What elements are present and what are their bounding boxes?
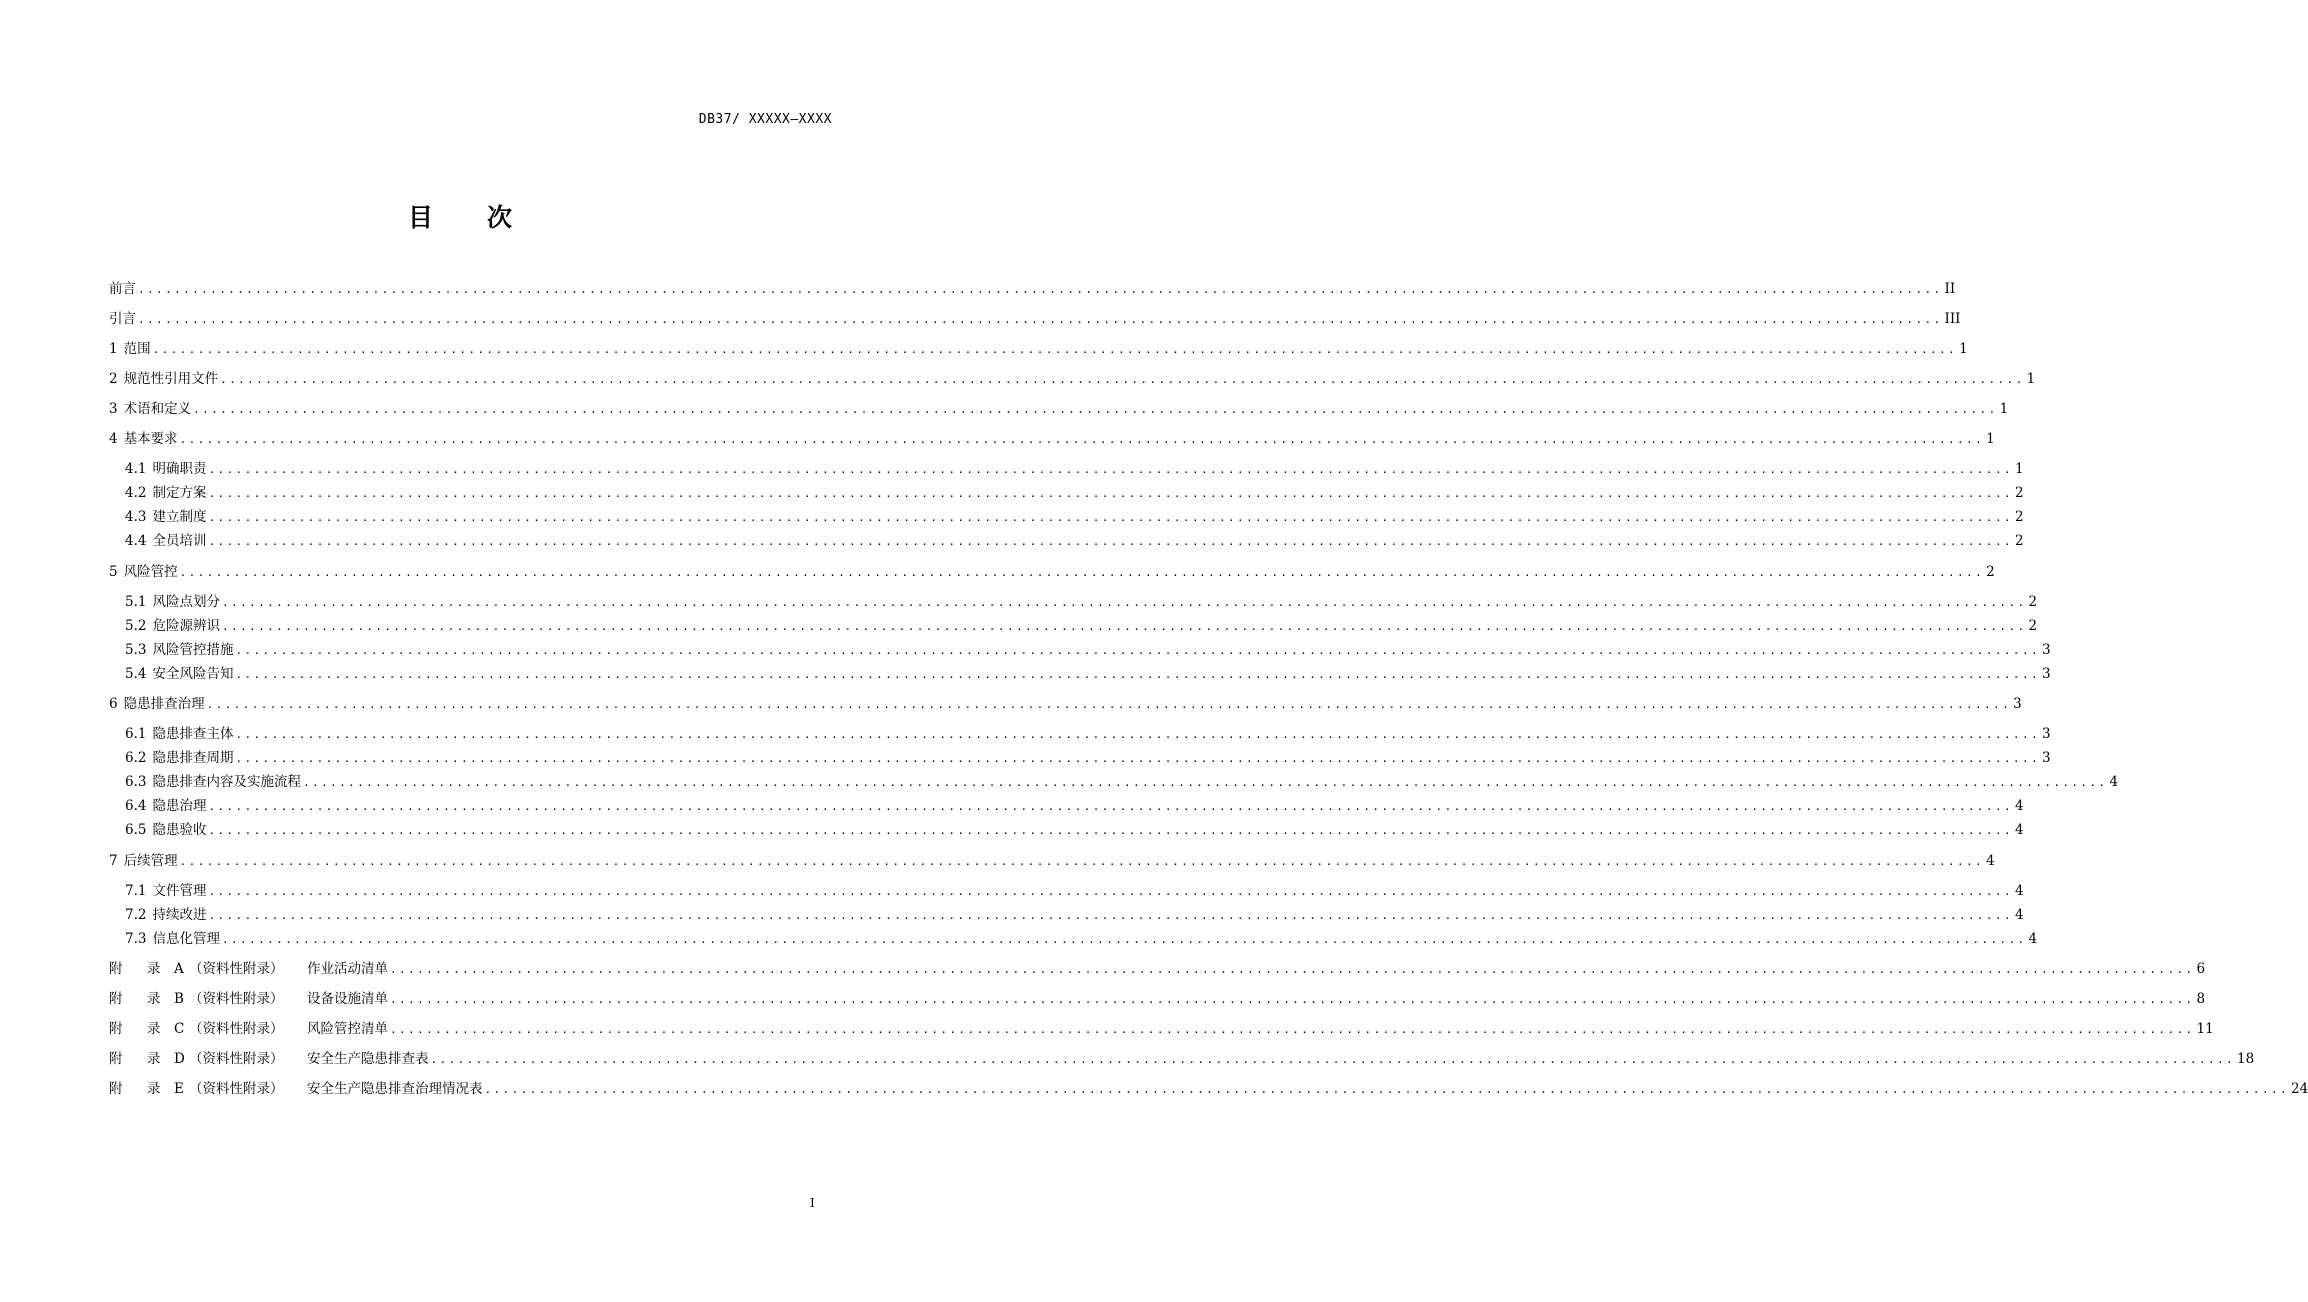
toc-entry-label bbox=[125, 748, 233, 768]
section-number: 4 bbox=[109, 431, 118, 447]
toc-page-number: 2 bbox=[1986, 564, 1995, 580]
toc-entry-label bbox=[109, 1019, 388, 1039]
leader-dots: ........................................................................................................................................................................................................ bbox=[235, 752, 2040, 765]
section-number: 7.3 bbox=[125, 931, 147, 947]
leader-dots: ........................................................................................................................................................................................................ bbox=[208, 535, 2013, 548]
toc-entry[interactable] bbox=[109, 309, 1961, 329]
section-title: 隐患排查主体 bbox=[152, 726, 234, 742]
toc-entry-label bbox=[109, 369, 218, 389]
page-number: I bbox=[810, 1196, 815, 1210]
toc-page-number: II bbox=[1944, 281, 1956, 297]
leader-dots: ........................................................................................................................................................................................................ bbox=[221, 933, 2027, 946]
section-title: 隐患排查治理 bbox=[123, 696, 205, 712]
toc-appendix-entry[interactable] bbox=[109, 959, 2206, 979]
toc-entry[interactable] bbox=[125, 820, 2024, 840]
toc-page-number: 3 bbox=[2042, 642, 2051, 658]
title-char-1: 目 bbox=[407, 203, 433, 232]
toc-page-number: 4 bbox=[2015, 822, 2024, 838]
appendix-letter: D bbox=[174, 1051, 185, 1067]
toc-page-number: 4 bbox=[2028, 931, 2038, 947]
toc-entry-label bbox=[109, 562, 178, 582]
toc-entry-label bbox=[125, 531, 206, 551]
document-code: DB37/ XXXXX—XXXX bbox=[698, 112, 832, 127]
appendix-kind: （资料性附录） bbox=[189, 991, 284, 1007]
appendix-heading bbox=[109, 1049, 307, 1069]
section-number: 4.3 bbox=[125, 509, 147, 525]
toc-entry[interactable] bbox=[109, 429, 1995, 449]
toc-entry[interactable] bbox=[125, 664, 2051, 684]
toc-page-number: 2 bbox=[2015, 533, 2024, 549]
toc-page-number: III bbox=[1944, 311, 1961, 327]
section-title: 隐患排查周期 bbox=[152, 750, 234, 766]
appendix-kind: （资料性附录） bbox=[189, 1051, 284, 1067]
appendix-letter: E bbox=[174, 1081, 184, 1097]
section-number: 6.5 bbox=[125, 822, 147, 838]
toc-entry-label bbox=[125, 483, 206, 503]
toc-page-number: 3 bbox=[2042, 750, 2051, 766]
section-number: 5.3 bbox=[125, 642, 147, 658]
toc-entry-label bbox=[109, 1049, 429, 1069]
appendix-title: 安全生产隐患排查表 bbox=[307, 1051, 429, 1067]
toc-entry-label bbox=[125, 905, 206, 925]
appendix-w2: 录 bbox=[147, 1021, 161, 1037]
appendix-w1: 附 bbox=[109, 1051, 123, 1067]
leader-dots: ........................................................................................................................................................................................................ bbox=[208, 511, 2013, 524]
toc-entry[interactable] bbox=[125, 881, 2024, 901]
toc-page-number: 2 bbox=[2015, 509, 2024, 525]
toc-entry-label bbox=[109, 339, 151, 359]
section-number: 4.4 bbox=[125, 533, 147, 549]
toc-page-number: 2 bbox=[2028, 618, 2038, 634]
toc-page-number: 4 bbox=[2015, 883, 2024, 899]
toc-page-number: 11 bbox=[2196, 1021, 2214, 1037]
toc-entry[interactable] bbox=[109, 279, 1956, 299]
toc-entry[interactable] bbox=[125, 531, 2024, 551]
toc-page-number: 3 bbox=[2013, 696, 2022, 712]
toc-appendix-entry[interactable] bbox=[109, 1079, 2308, 1099]
toc-entry[interactable] bbox=[109, 369, 2036, 389]
toc-page-number: 2 bbox=[2015, 485, 2024, 501]
toc-entry[interactable] bbox=[125, 905, 2024, 925]
section-number: 4.1 bbox=[125, 461, 147, 477]
section-title: 危险源辨识 bbox=[152, 618, 220, 634]
section-title: 规范性引用文件 bbox=[123, 371, 219, 387]
appendix-w2: 录 bbox=[147, 991, 161, 1007]
leader-dots: ........................................................................................................................................................................................................ bbox=[390, 963, 2195, 976]
section-number: 6.3 bbox=[125, 774, 147, 790]
toc-entry[interactable] bbox=[125, 592, 2038, 612]
section-number: 1 bbox=[109, 341, 118, 357]
appendix-heading bbox=[109, 1079, 307, 1099]
leader-dots: ........................................................................................................................................................................................................ bbox=[152, 343, 1958, 356]
toc-entry-label bbox=[109, 429, 178, 449]
section-number: 6 bbox=[109, 696, 118, 712]
section-title: 术语和定义 bbox=[123, 401, 192, 417]
toc-appendix-entry[interactable] bbox=[109, 989, 2206, 1009]
section-title: 风险点划分 bbox=[152, 594, 220, 610]
section-title: 隐患排查内容及实施流程 bbox=[152, 774, 301, 790]
toc-entry[interactable] bbox=[125, 483, 2024, 503]
toc-entry[interactable] bbox=[109, 694, 2022, 714]
section-title: 风险管控措施 bbox=[152, 642, 234, 658]
appendix-w1: 附 bbox=[109, 991, 123, 1007]
section-title: 范围 bbox=[123, 341, 151, 357]
appendix-w2: 录 bbox=[147, 1051, 161, 1067]
leader-dots: ........................................................................................................................................................................................................ bbox=[138, 283, 1943, 296]
appendix-title: 安全生产隐患排查治理情况表 bbox=[307, 1081, 483, 1097]
toc-entry-label bbox=[109, 959, 388, 979]
appendix-title: 设备设施清单 bbox=[307, 991, 388, 1007]
leader-dots: ........................................................................................................................................................................................................ bbox=[390, 1023, 2195, 1036]
section-number: 3 bbox=[109, 401, 118, 417]
toc-entry-label bbox=[125, 592, 220, 612]
leader-dots: ........................................................................................................................................................................................................ bbox=[235, 668, 2040, 681]
section-title: 文件管理 bbox=[152, 883, 207, 899]
section-title: 全员培训 bbox=[152, 533, 207, 549]
section-number: 6.4 bbox=[125, 798, 147, 814]
toc-entry-label bbox=[125, 459, 206, 479]
toc-entry[interactable] bbox=[125, 724, 2051, 744]
appendix-letter: C bbox=[174, 1021, 185, 1037]
toc-page-number: 4 bbox=[2109, 774, 2119, 790]
appendix-heading bbox=[109, 989, 307, 1009]
section-title: 安全风险告知 bbox=[152, 666, 234, 682]
leader-dots: ........................................................................................................................................................................................................ bbox=[235, 728, 2040, 741]
leader-dots: ........................................................................................................................................................................................................ bbox=[206, 698, 2012, 711]
toc-entry-label bbox=[125, 724, 233, 744]
section-title: 信息化管理 bbox=[152, 931, 220, 947]
toc-entry-label bbox=[109, 1079, 483, 1099]
appendix-title: 风险管控清单 bbox=[307, 1021, 388, 1037]
leader-dots: ........................................................................................................................................................................................................ bbox=[208, 909, 2013, 922]
toc-page-number: 6 bbox=[2196, 961, 2206, 977]
section-title: 明确职责 bbox=[152, 461, 207, 477]
section-number: 5.2 bbox=[125, 618, 147, 634]
toc-entry-label bbox=[109, 399, 191, 419]
appendix-w1: 附 bbox=[109, 961, 123, 977]
toc-entry[interactable] bbox=[125, 796, 2024, 816]
appendix-kind: （资料性附录） bbox=[189, 1081, 284, 1097]
toc-entry-label bbox=[125, 796, 206, 816]
appendix-w1: 附 bbox=[109, 1021, 123, 1037]
toc-page-number: 1 bbox=[1959, 341, 1968, 357]
toc-entry-label bbox=[125, 929, 220, 949]
leader-dots: ........................................................................................................................................................................................................ bbox=[179, 433, 1985, 446]
toc-entry[interactable] bbox=[109, 399, 2009, 419]
toc-entry[interactable] bbox=[125, 616, 2038, 636]
toc-entry[interactable] bbox=[125, 507, 2024, 527]
toc-entry-label bbox=[125, 664, 233, 684]
section-title: 前言 bbox=[109, 281, 136, 297]
toc-entry-label bbox=[125, 616, 220, 636]
appendix-w2: 录 bbox=[147, 1081, 161, 1097]
section-title: 隐患治理 bbox=[152, 798, 207, 814]
appendix-kind: （资料性附录） bbox=[189, 1021, 284, 1037]
toc-page-number: 1 bbox=[2026, 371, 2036, 387]
toc-entry-label bbox=[125, 640, 233, 660]
appendix-heading bbox=[109, 1019, 307, 1039]
appendix-heading bbox=[109, 959, 307, 979]
toc-entry-label bbox=[109, 989, 388, 1009]
appendix-w2: 录 bbox=[147, 961, 161, 977]
toc-page-number: 4 bbox=[1986, 853, 1995, 869]
toc-entry-label bbox=[109, 851, 178, 871]
toc-entry[interactable] bbox=[109, 562, 1995, 582]
leader-dots: ........................................................................................................................................................................................................ bbox=[208, 885, 2013, 898]
section-number: 5 bbox=[109, 564, 118, 580]
toc-entry[interactable] bbox=[125, 640, 2051, 660]
appendix-letter: A bbox=[174, 961, 184, 977]
toc-entry-label bbox=[125, 820, 206, 840]
toc-entry[interactable] bbox=[125, 772, 2119, 792]
leader-dots: ........................................................................................................................................................................................................ bbox=[208, 824, 2013, 837]
section-number: 7 bbox=[109, 853, 118, 869]
toc-entry-label bbox=[125, 507, 206, 527]
toc-page-number: 3 bbox=[2042, 726, 2051, 742]
section-title: 基本要求 bbox=[123, 431, 178, 447]
leader-dots: ........................................................................................................................................................................................................ bbox=[221, 596, 2027, 609]
toc-page-number: 1 bbox=[2015, 461, 2024, 477]
section-number: 5.1 bbox=[125, 594, 147, 610]
section-title: 制定方案 bbox=[152, 485, 207, 501]
section-number: 5.4 bbox=[125, 666, 147, 682]
leader-dots: ........................................................................................................................................................................................................ bbox=[193, 403, 1998, 416]
title-char-2: 次 bbox=[486, 203, 512, 232]
toc-entry-label bbox=[109, 279, 136, 299]
leader-dots: ........................................................................................................................................................................................................ bbox=[221, 620, 2027, 633]
toc-page-number: 4 bbox=[2015, 798, 2024, 814]
toc-page-number: 2 bbox=[2028, 594, 2038, 610]
toc-entry-label bbox=[125, 772, 301, 792]
leader-dots: ........................................................................................................................................................................................................ bbox=[302, 776, 2108, 789]
section-number: 7.1 bbox=[125, 883, 147, 899]
toc-appendix-entry[interactable] bbox=[109, 1019, 2214, 1039]
leader-dots: ........................................................................................................................................................................................................ bbox=[208, 463, 2013, 476]
toc-entry[interactable] bbox=[125, 929, 2038, 949]
leader-dots: ........................................................................................................................................................................................................ bbox=[138, 313, 1943, 326]
toc-page-number: 24 bbox=[2291, 1081, 2308, 1097]
leader-dots: ........................................................................................................................................................................................................ bbox=[484, 1083, 2290, 1096]
section-title: 风险管控 bbox=[123, 564, 178, 580]
toc-entry[interactable] bbox=[109, 851, 1995, 871]
section-title: 引言 bbox=[109, 311, 136, 327]
section-number: 4.2 bbox=[125, 485, 147, 501]
section-title: 建立制度 bbox=[152, 509, 207, 525]
section-title: 隐患验收 bbox=[152, 822, 207, 838]
toc-entry[interactable] bbox=[125, 748, 2051, 768]
leader-dots: ........................................................................................................................................................................................................ bbox=[179, 566, 1985, 579]
toc-entry[interactable] bbox=[109, 339, 1968, 359]
section-number: 6.2 bbox=[125, 750, 147, 766]
toc-page-number: 4 bbox=[2015, 907, 2024, 923]
appendix-letter: B bbox=[174, 991, 184, 1007]
section-title: 持续改进 bbox=[152, 907, 207, 923]
section-title: 后续管理 bbox=[123, 853, 178, 869]
toc-entry-label bbox=[109, 309, 136, 329]
toc-page-number: 1 bbox=[1999, 401, 2009, 417]
leader-dots: ........................................................................................................................................................................................................ bbox=[208, 487, 2013, 500]
section-number: 2 bbox=[109, 371, 118, 387]
toc-entry-label bbox=[109, 694, 205, 714]
toc-page-number: 3 bbox=[2042, 666, 2051, 682]
toc-page-number: 18 bbox=[2237, 1051, 2255, 1067]
appendix-w1: 附 bbox=[109, 1081, 123, 1097]
leader-dots: ........................................................................................................................................................................................................ bbox=[235, 644, 2040, 657]
appendix-title: 作业活动清单 bbox=[307, 961, 388, 977]
toc-entry-label bbox=[125, 881, 206, 901]
toc-page-number: 1 bbox=[1986, 431, 1995, 447]
section-number: 6.1 bbox=[125, 726, 147, 742]
page-title bbox=[0, 198, 920, 234]
leader-dots: ........................................................................................................................................................................................................ bbox=[179, 855, 1985, 868]
toc-page-number: 8 bbox=[2196, 991, 2206, 1007]
leader-dots: ........................................................................................................................................................................................................ bbox=[208, 800, 2013, 813]
toc-entry[interactable] bbox=[125, 459, 2024, 479]
leader-dots: ........................................................................................................................................................................................................ bbox=[390, 993, 2195, 1006]
leader-dots: ........................................................................................................................................................................................................ bbox=[220, 373, 2025, 386]
appendix-kind: （资料性附录） bbox=[189, 961, 284, 977]
leader-dots: ........................................................................................................................................................................................................ bbox=[430, 1053, 2236, 1066]
toc-appendix-entry[interactable] bbox=[109, 1049, 2255, 1069]
section-number: 7.2 bbox=[125, 907, 147, 923]
